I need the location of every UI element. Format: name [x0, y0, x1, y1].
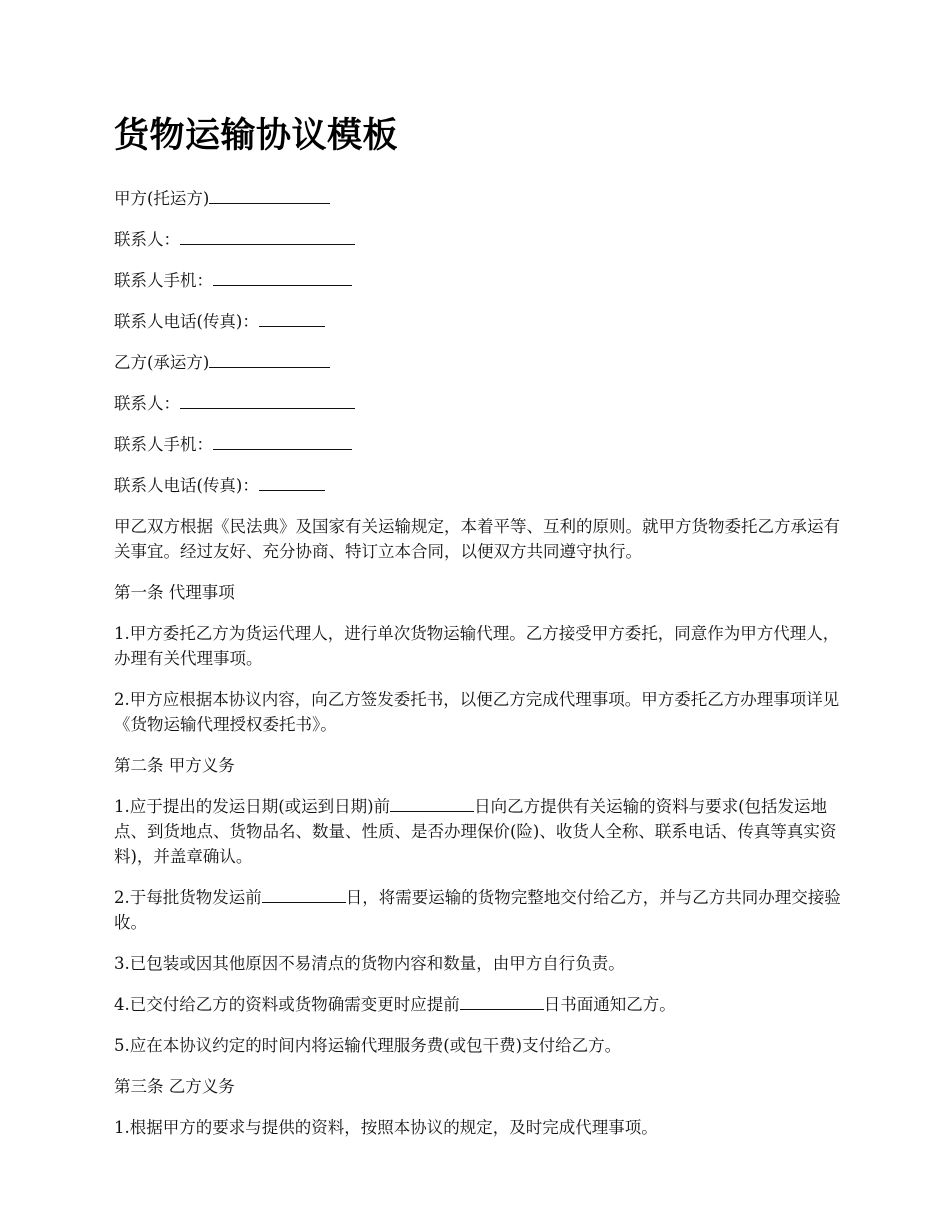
- article-2-item-1-text-after: 日向乙方提供有关运输的资料与要求(包括发运地点、到货地点、货物品名、数量、性质、是否办理保价(险)、收货人全称、联系电话、传真等真实资料)，并盖章确认。: [114, 797, 837, 866]
- party-a-phone-label: 联系人电话(传真)：: [114, 312, 259, 331]
- article-2-item-4-text-before: 4.已交付给乙方的资料或货物确需变更时应提前: [114, 995, 460, 1014]
- article-2-item-4: [114, 992, 850, 1017]
- party-b-phone-field: [114, 473, 850, 498]
- party-b-contact-blank: [180, 392, 355, 409]
- party-b-mobile-blank: [213, 433, 352, 450]
- article-3-item-1: 1.根据甲方的要求与提供的资料，按照本协议的规定，及时完成代理事项。: [114, 1118, 658, 1137]
- article-2-item-1-text-before: 1.应于提出的发运日期(或运到日期)前: [114, 797, 391, 816]
- preamble-paragraph: 甲乙双方根据《民法典》及国家有关运输规定，本着平等、互利的原则。就甲方货物委托乙方承运有关事宜。经过友好、充分协商、特订立本合同，以便双方共同遵守执行。: [114, 517, 840, 561]
- party-a-phone-blank: [259, 310, 325, 327]
- document-title: 货物运输协议模板: [114, 116, 399, 156]
- article-2-item-2-text-after: 日，将需要运输的货物完整地交付给乙方，并与乙方共同办理交接验收。: [114, 888, 841, 932]
- article-2-item-2-blank: [262, 886, 346, 903]
- party-b-phone-blank: [259, 474, 325, 491]
- article-2-item-3: 3.已包装或因其他原因不易清点的货物内容和数量，由甲方自行负责。: [114, 954, 625, 973]
- article-2-item-4-blank: [460, 993, 544, 1010]
- party-b-phone-label: 联系人电话(传真)：: [114, 476, 259, 495]
- party-b-name-blank: [209, 351, 330, 368]
- party-b-contact-field: [114, 391, 850, 416]
- party-a-mobile-field: [114, 268, 850, 293]
- article-2-item-1: [114, 794, 850, 869]
- party-b-mobile-label: 联系人手机：: [114, 435, 213, 454]
- article-1-heading: 第一条 代理事项: [114, 583, 235, 602]
- article-3-heading: 第三条 乙方义务: [114, 1077, 235, 1096]
- article-1-item-1: 1.甲方委托乙方为货运代理人，进行单次货物运输代理。乙方接受甲方委托，同意作为甲方代理人，办理有关代理事项。: [114, 624, 840, 668]
- article-1-item-2: 2.甲方应根据本协议内容，向乙方签发委托书，以便乙方完成代理事项。甲方委托乙方办理事项详见《货物运输代理授权委托书》。: [114, 690, 840, 734]
- article-2-item-5: 5.应在本协议约定的时间内将运输代理服务费(或包干费)支付给乙方。: [114, 1036, 622, 1055]
- party-a-contact-field: [114, 227, 850, 252]
- article-2-item-1-blank: [390, 795, 474, 812]
- party-a-contact-label: 联系人：: [114, 230, 180, 249]
- article-2-item-2: [114, 885, 850, 935]
- party-a-name-label: 甲方(托运方): [114, 189, 210, 208]
- party-b-name-label: 乙方(承运方): [114, 353, 210, 372]
- article-2-heading: 第二条 甲方义务: [114, 756, 235, 775]
- party-a-contact-blank: [180, 228, 355, 245]
- party-b-contact-label: 联系人：: [114, 394, 180, 413]
- party-b-mobile-field: [114, 432, 850, 457]
- party-a-mobile-label: 联系人手机：: [114, 271, 213, 290]
- party-b-name-field: [114, 350, 850, 375]
- party-a-name-blank: [209, 187, 330, 204]
- party-a-name-field: [114, 186, 850, 211]
- party-a-mobile-blank: [213, 269, 352, 286]
- article-2-item-2-text-before: 2.于每批货物发运前: [114, 888, 262, 907]
- article-2-item-4-text-after: 日书面通知乙方。: [543, 995, 676, 1014]
- party-a-phone-field: [114, 309, 850, 334]
